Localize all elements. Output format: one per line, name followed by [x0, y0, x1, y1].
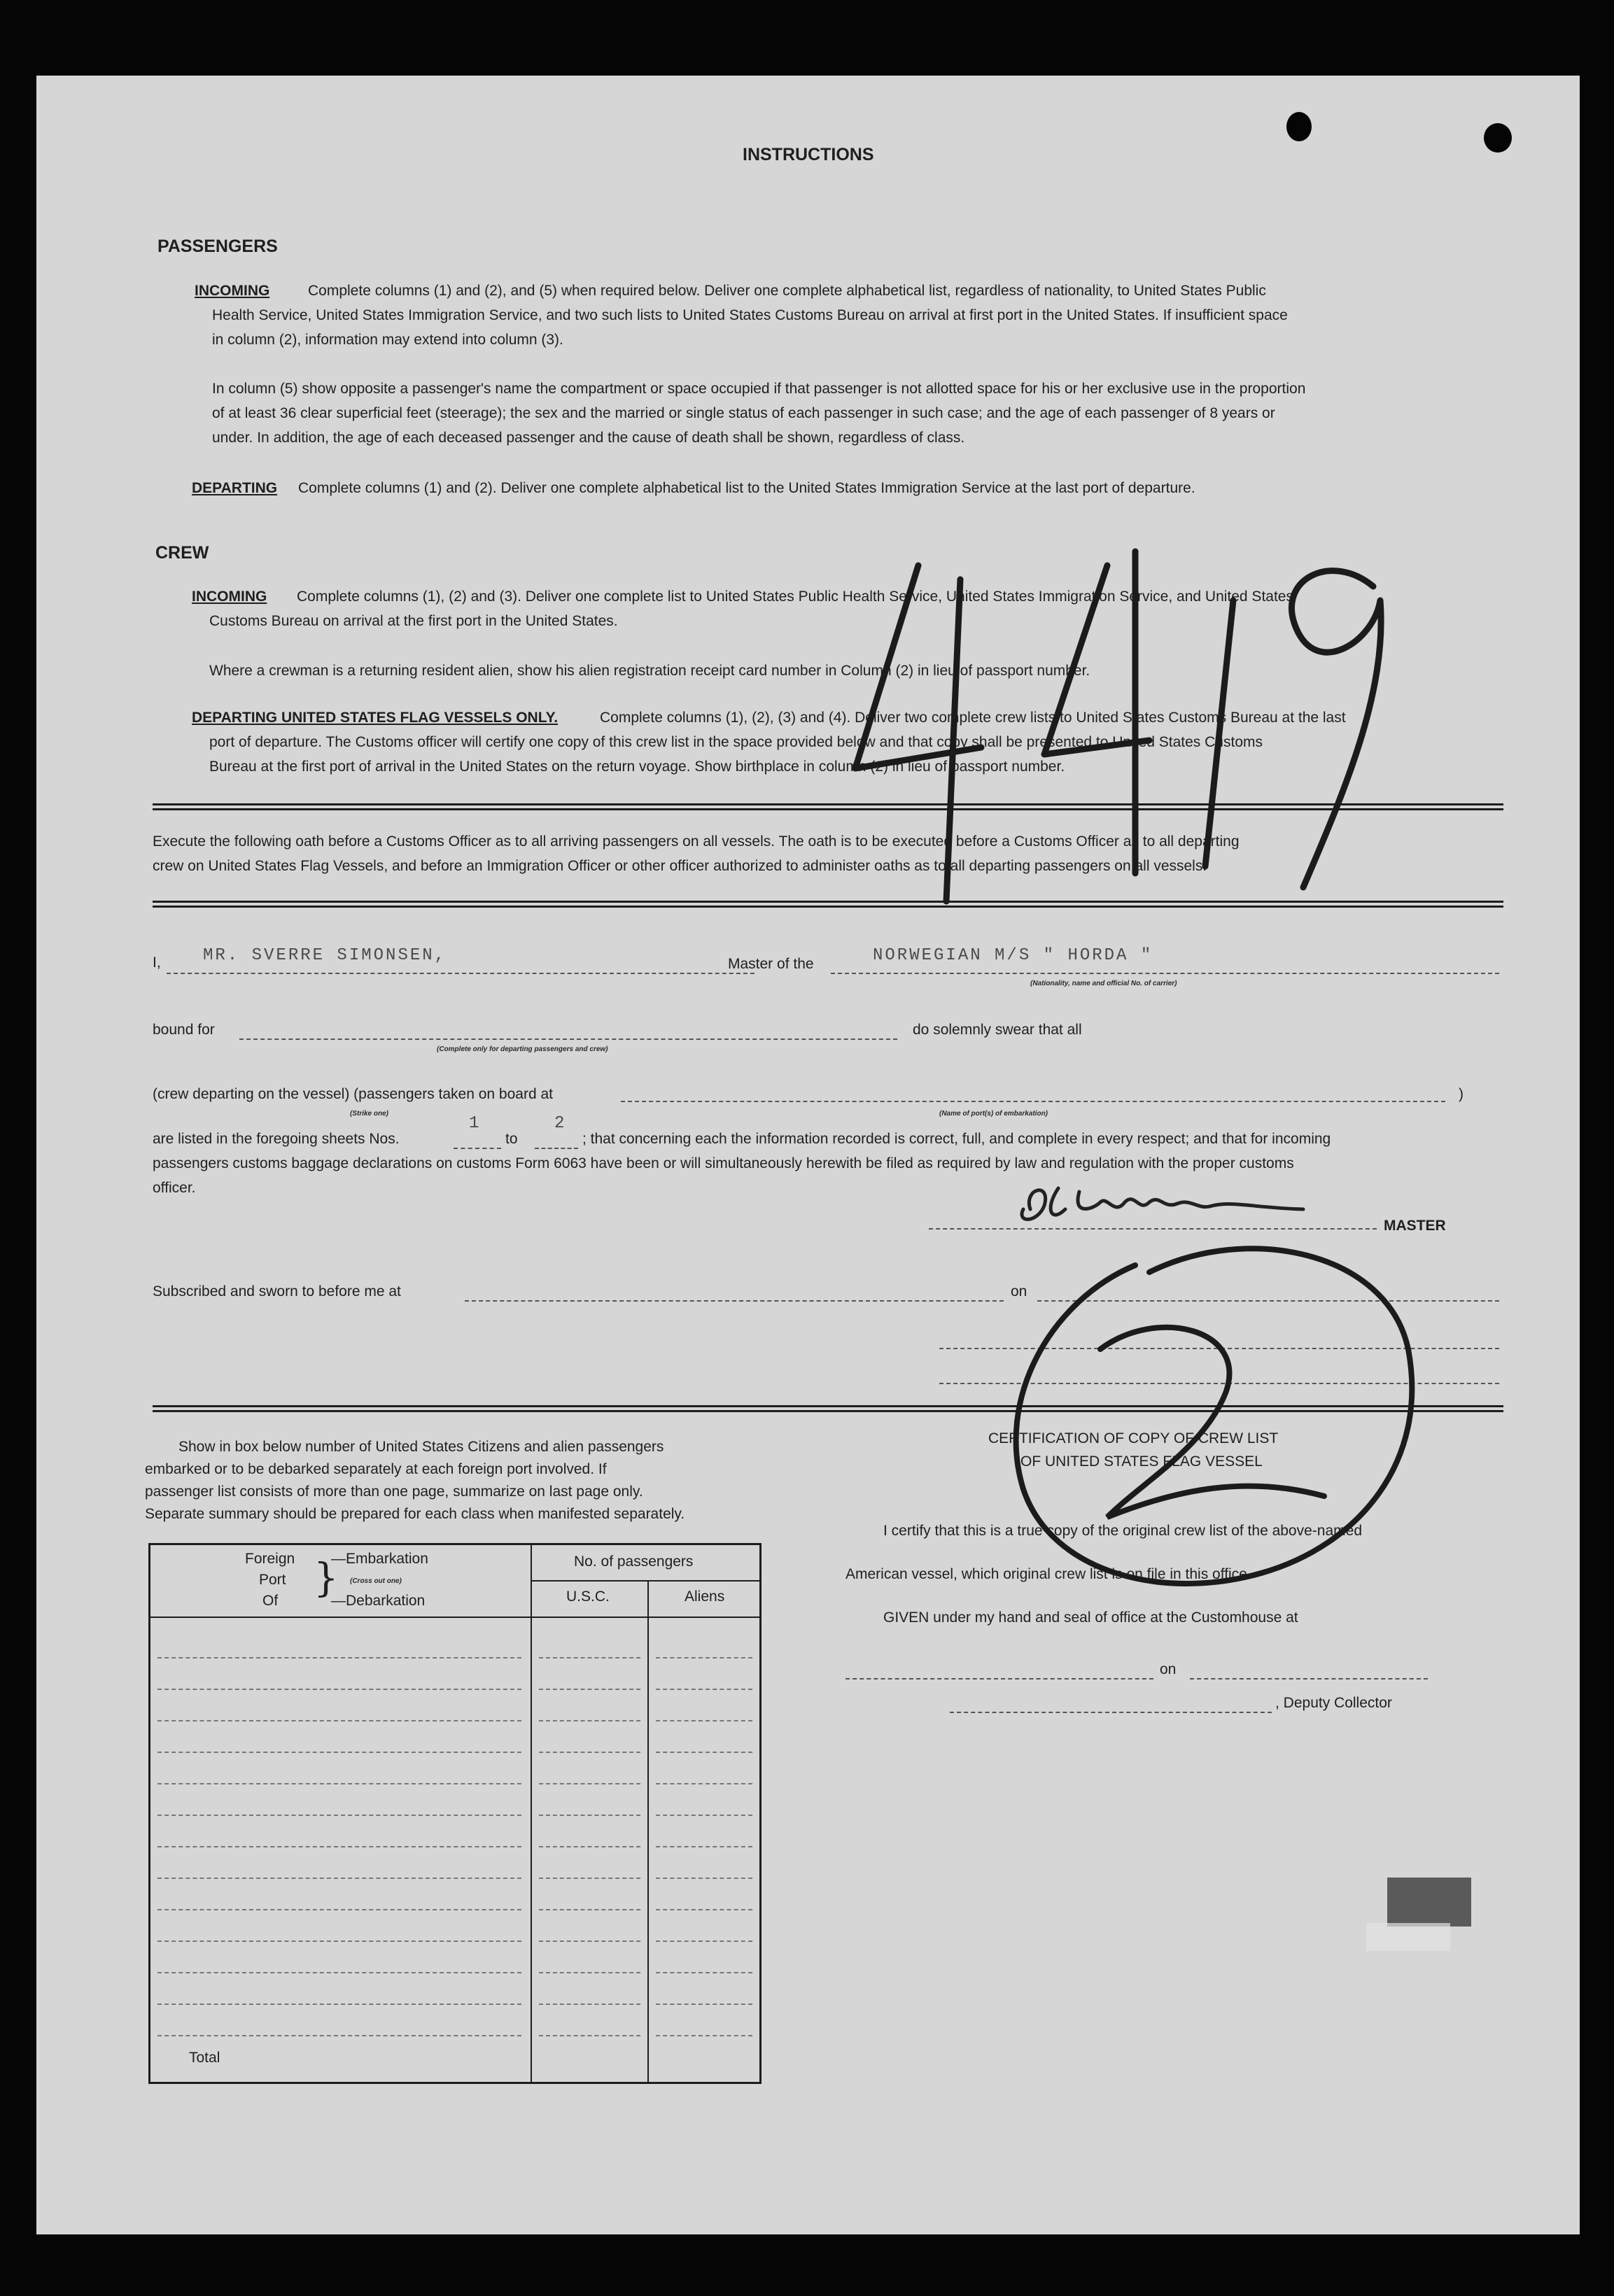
subscribed-place-line	[465, 1300, 1004, 1302]
passengers-departing-text: Complete columns (1) and (2). Deliver one complete alphabetical list to the United States Immigration Service at the last port of departure.	[298, 480, 1195, 496]
vessel-value: NORWEGIAN M/S " HORDA "	[873, 946, 1153, 965]
table-row-line	[539, 1846, 640, 1847]
table-row-line	[656, 1941, 752, 1942]
passengers-incoming-line3: in column (2), information may extend into column (3).	[212, 332, 563, 348]
tape-residue-light	[1366, 1923, 1450, 1951]
port-hint: (Name of port(s) of embarkation)	[939, 1110, 1048, 1118]
strike-one-hint: (Strike one)	[350, 1110, 389, 1118]
crew-title: CREW	[155, 543, 209, 563]
master-name-line	[167, 973, 755, 974]
deputy-collector-label: , Deputy Collector	[1275, 1695, 1392, 1711]
table-row-line	[656, 1909, 752, 1910]
crew-departing-label: DEPARTING UNITED STATES FLAG VESSELS ONLY.	[192, 710, 559, 726]
table-row-line	[157, 1941, 521, 1942]
bound-for-label: bound for	[153, 1022, 215, 1038]
concerning-text: ; that concerning each the information recorded is correct, full, and complete in every respect; and that for incoming	[582, 1131, 1331, 1147]
no-passengers-label: No. of passengers	[574, 1554, 694, 1570]
oath-intro-line1: Execute the following oath before a Customs Officer as to all arriving passengers on all vessels. The oath is to be executed before a Customs Officer as to all departing	[153, 833, 1240, 850]
officer-text: officer.	[153, 1180, 196, 1196]
crew-resident-text: Where a crewman is a returning resident alien, show his alien registration receipt card number in Column (2) in lieu of passport number.	[209, 663, 1090, 679]
passengers-title: PASSENGERS	[157, 237, 278, 256]
crew-incoming-line2: Customs Bureau on arrival at the first port in the United States.	[209, 613, 618, 629]
passengers-incoming-line1: Complete columns (1) and (2), and (5) when required below. Deliver one complete alphabetical list, regardless of nationality, to United States Public	[308, 283, 1266, 299]
customhouse-line	[845, 1678, 1153, 1679]
table-row-line	[656, 1720, 752, 1721]
aliens-label: Aliens	[685, 1589, 725, 1605]
table-row-line	[157, 2035, 521, 2036]
table-row-line	[539, 1720, 640, 1721]
table-row-line	[539, 1752, 640, 1753]
handwritten-circled-2	[995, 1209, 1443, 1615]
sheet-to-value: 2	[554, 1114, 567, 1133]
tape-residue	[1387, 1878, 1471, 1927]
table-row-line	[656, 2003, 752, 2005]
col-divider-2	[647, 1580, 649, 2082]
master-label: MASTER	[1384, 1218, 1446, 1234]
sheet-to-line	[535, 1148, 578, 1149]
passengers-incoming-label: INCOMING	[195, 283, 270, 299]
table-row-line	[539, 1909, 640, 1910]
crew-incoming-line1: Complete columns (1), (2) and (3). Deliver one complete list to United States Public Health Service, United States Immigration Service, and United States	[297, 589, 1293, 605]
table-row-line	[656, 1752, 752, 1753]
close-paren: )	[1459, 1086, 1464, 1102]
summary-line2: embarked or to be debarked separately at each foreign port involved. If	[145, 1461, 607, 1477]
certify-line1: I certify that this is a true copy of the original crew list of the above-named	[883, 1523, 1362, 1539]
table-row-line	[656, 1972, 752, 1973]
subheader-divider	[531, 1580, 762, 1582]
of-label: Of	[262, 1593, 279, 1609]
table-row-line	[539, 1972, 640, 1973]
table-row-line	[539, 1941, 640, 1942]
table-row-line	[157, 1972, 521, 1973]
summary-line1: Show in box below number of United States Citizens and alien passengers	[178, 1439, 664, 1455]
listed-in-label: are listed in the foregoing sheets Nos.	[153, 1131, 400, 1147]
table-row-line	[656, 1815, 752, 1816]
table-row-line	[157, 2003, 521, 2005]
bound-for-hint: (Complete only for departing passengers and crew)	[437, 1045, 608, 1053]
total-label: Total	[189, 2050, 220, 2066]
subscribed-on-label: on	[1011, 1283, 1027, 1300]
master-of-label: Master of the	[728, 956, 814, 972]
passengers-col5-line3: under. In addition, the age of each deceased passenger and the cause of death shall be shown, regardless of class.	[212, 430, 965, 446]
vessel-hint: (Nationality, name and official No. of carrier)	[1030, 980, 1177, 987]
table-row-line	[539, 1878, 640, 1879]
deputy-signature-line	[950, 1712, 1272, 1713]
crew-departing-line2: port of departure. The Customs officer will certify one copy of this crew list in the space provided below and that copy shall be presented to United States Customs	[209, 734, 1263, 750]
certification-title-2: OF UNITED STATES FLAG VESSEL	[1020, 1453, 1263, 1470]
table-row-line	[539, 1689, 640, 1690]
sheet-from-line	[454, 1148, 501, 1149]
table-row-line	[656, 1689, 752, 1690]
table-row-line	[656, 1783, 752, 1784]
handwritten-number-4419	[841, 537, 1415, 915]
table-row-line	[539, 2035, 640, 2036]
table-row-line	[539, 1815, 640, 1816]
table-row-line	[656, 2035, 752, 2036]
foreign-label: Foreign	[245, 1551, 295, 1567]
table-row-line	[157, 1783, 521, 1784]
table-row-line	[157, 1815, 521, 1816]
summary-line3: passenger list consists of more than one page, summarize on last page only.	[145, 1484, 643, 1500]
cross-out-hint: (Cross out one)	[350, 1577, 402, 1585]
col-divider-1	[531, 1545, 532, 2082]
passengers-departing-label: DEPARTING	[192, 480, 278, 496]
crew-departing-line1: Complete columns (1), (2), (3) and (4). Deliver two complete crew lists to United States Customs Bureau at the last	[600, 710, 1346, 726]
passenger-summary-table	[148, 1543, 762, 2084]
table-row-line	[157, 1689, 521, 1690]
certification-date-line	[1190, 1678, 1428, 1679]
crew-departing-line3: Bureau at the first port of arrival in the United States on the return voyage. Show birthplace in column (2) in lieu of passport number.	[209, 759, 1065, 775]
certification-on-label: on	[1160, 1661, 1177, 1677]
baggage-text: passengers customs baggage declarations on customs Form 6063 have been or will simultaneously herewith be filed as required by law and regulation with the proper customs	[153, 1155, 1294, 1171]
table-row-line	[539, 1657, 640, 1658]
table-row-line	[539, 2003, 640, 2005]
port-label: Port	[259, 1572, 286, 1588]
punch-hole-2	[1484, 123, 1512, 153]
oath-i-label: I,	[153, 955, 161, 971]
punch-hole-1	[1286, 112, 1312, 141]
given-text: GIVEN under my hand and seal of office at the Customhouse at	[883, 1610, 1298, 1626]
certification-title-1: CERTIFICATION OF COPY OF CREW LIST	[988, 1430, 1279, 1446]
summary-line4: Separate summary should be prepared for each class when manifested separately.	[145, 1506, 685, 1522]
usc-label: U.S.C.	[566, 1589, 610, 1605]
table-row-line	[656, 1657, 752, 1658]
brace-icon: }	[314, 1556, 339, 1601]
table-row-line	[157, 1752, 521, 1753]
sheet-from-value: 1	[469, 1114, 482, 1133]
passengers-col5-line1: In column (5) show opposite a passenger's name the compartment or space occupied if that passenger is not allotted space for his or her exclusive use in the proportion	[212, 381, 1306, 397]
header-divider	[150, 1617, 759, 1618]
certify-line2: American vessel, which original crew list is on file in this office.	[845, 1566, 1251, 1582]
table-row-line	[656, 1846, 752, 1847]
table-row-line	[157, 1657, 521, 1658]
subscribed-label: Subscribed and sworn to before me at	[153, 1283, 401, 1300]
master-name-value: MR. SVERRE SIMONSEN,	[203, 946, 447, 965]
passengers-incoming-line2: Health Service, United States Immigration Service, and two such lists to United States Customs Bureau on arrival at first port in the United States. If insufficient space	[212, 307, 1288, 323]
document-page	[36, 76, 1580, 2234]
embarkation-label: —Embarkation	[331, 1551, 428, 1567]
passengers-col5-line2: of at least 36 clear superficial feet (steerage); the sex and the married or single status of each passenger in such case; and the age of each passenger of 8 years or	[212, 405, 1275, 421]
crew-incoming-label: INCOMING	[192, 589, 267, 605]
debarkation-label: —Debarkation	[331, 1593, 426, 1609]
table-row-line	[157, 1878, 521, 1879]
swear-text: do solemnly swear that all	[913, 1022, 1082, 1038]
to-label: to	[505, 1131, 518, 1147]
oath-intro-line2: crew on United States Flag Vessels, and before an Immigration Officer or other officer authorized to administer oaths as to all departing passengers on all vessels.	[153, 858, 1207, 874]
table-row-line	[656, 1878, 752, 1879]
table-row-line	[157, 1720, 521, 1721]
crew-departing-clause: (crew departing on the vessel) (passengers taken on board at	[153, 1086, 553, 1102]
page-heading: INSTRUCTIONS	[743, 145, 874, 164]
table-row-line	[539, 1783, 640, 1784]
table-row-line	[157, 1909, 521, 1910]
table-row-line	[157, 1846, 521, 1847]
